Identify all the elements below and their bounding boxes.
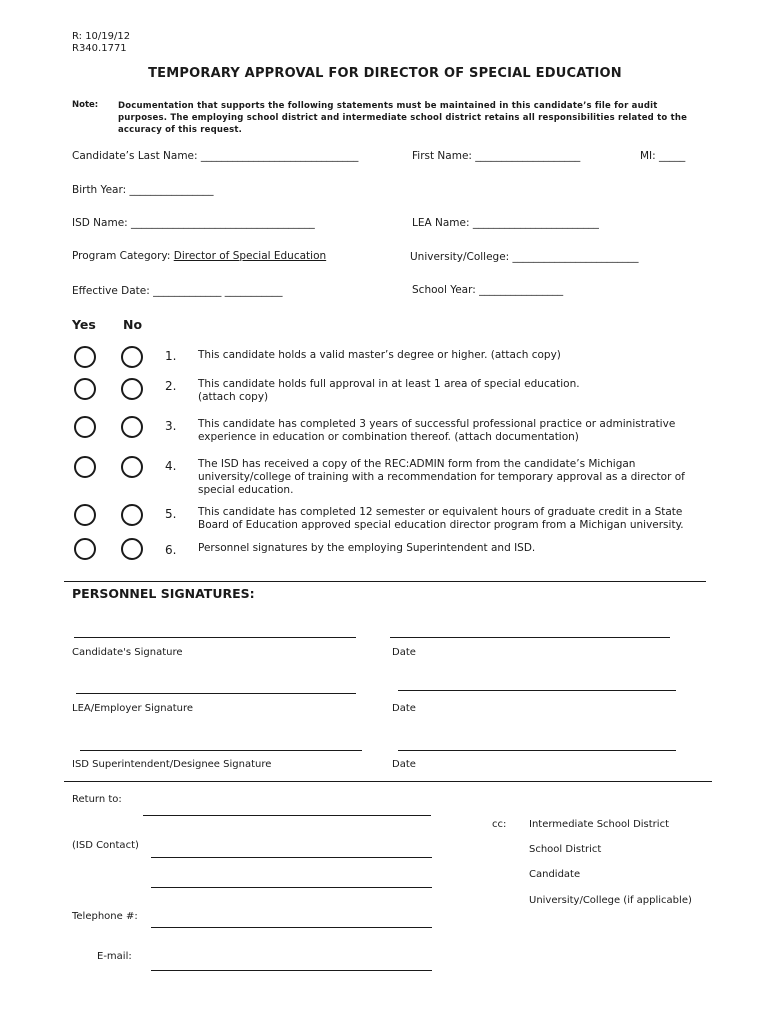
form-code: R340.1771	[72, 43, 127, 54]
isd-signature-line[interactable]	[80, 750, 362, 751]
first-name-field[interactable]: First Name: ____________________	[412, 150, 581, 162]
isd-date-line[interactable]	[398, 750, 676, 751]
yes-radio-6[interactable]	[74, 538, 96, 560]
no-radio-6[interactable]	[121, 538, 143, 560]
no-radio-5[interactable]	[121, 504, 143, 526]
no-radio-1[interactable]	[121, 346, 143, 368]
item-number-2: 2.	[165, 379, 177, 393]
item-number-4: 4.	[165, 459, 177, 473]
lea-date-line[interactable]	[398, 690, 676, 691]
yes-header: Yes	[72, 317, 96, 332]
cc-label: cc:	[492, 819, 507, 830]
lea-signature-line[interactable]	[76, 693, 356, 694]
isd-contact-label: (ISD Contact)	[72, 840, 139, 851]
item-text-6: Personnel signatures by the employing Superintendent and ISD.	[198, 542, 536, 554]
item-text-1: This candidate holds a valid master’s degree or higher. (attach copy)	[198, 349, 561, 361]
candidate-date-line[interactable]	[390, 637, 670, 638]
telephone-label: Telephone #:	[72, 911, 138, 922]
section-divider	[64, 581, 706, 582]
effective-date-field[interactable]: Effective Date: _____________ ___________	[72, 285, 283, 297]
signatures-section-title: PERSONNEL SIGNATURES:	[72, 586, 255, 601]
return-to-line[interactable]	[143, 815, 431, 816]
item-text-3: This candidate has completed 3 years of successful professional practice or administrative experience in education or combination thereof. (attach documentation)	[198, 418, 676, 443]
no-radio-2[interactable]	[121, 378, 143, 400]
program-category-field	[72, 250, 326, 262]
bottom-divider	[64, 781, 712, 782]
isd-contact-line-2[interactable]	[151, 887, 432, 888]
note-label: Note:	[72, 100, 99, 110]
school-year-field[interactable]: School Year: ________________	[412, 284, 564, 296]
birth-year-field[interactable]: Birth Year: ________________	[72, 184, 214, 196]
no-radio-4[interactable]	[121, 456, 143, 478]
email-label: E-mail:	[97, 951, 132, 962]
item-text-4: The ISD has received a copy of the REC:ADMIN form from the candidate’s Michigan university/college of training with a recommendation for temporary approval as a director of special education.	[198, 458, 685, 496]
note-text: Documentation that supports the following statements must be maintained in this candidate’s file for audit purposes. The employing school district and intermediate school district retains all responsibilities related to the accuracy of this request.	[118, 101, 688, 135]
isd-name-field[interactable]: ISD Name: ___________________________________	[72, 217, 315, 229]
university-field[interactable]: University/College: ________________________	[410, 251, 639, 263]
lea-signature-label: LEA/Employer Signature	[72, 703, 194, 714]
candidate-date-label: Date	[392, 647, 416, 658]
yes-radio-4[interactable]	[74, 456, 96, 478]
item-text-2: This candidate holds full approval in at least 1 area of special education. (attach copy)	[198, 378, 580, 403]
no-radio-3[interactable]	[121, 416, 143, 438]
item-number-1: 1.	[165, 349, 177, 363]
cc-item: University/College (if applicable)	[529, 895, 692, 906]
candidate-signature-line[interactable]	[74, 637, 356, 638]
page-title: TEMPORARY APPROVAL FOR DIRECTOR OF SPECIAL EDUCATION	[148, 66, 622, 81]
cc-item: Candidate	[529, 869, 581, 880]
item-number-3: 3.	[165, 419, 177, 433]
yes-radio-3[interactable]	[74, 416, 96, 438]
yes-radio-1[interactable]	[74, 346, 96, 368]
cc-item: School District	[529, 844, 602, 855]
no-header: No	[123, 317, 143, 332]
isd-date-label: Date	[392, 759, 416, 770]
candidate-signature-label: Candidate's Signature	[72, 647, 183, 658]
return-to-label: Return to:	[72, 794, 122, 805]
cc-item: Intermediate School District	[529, 819, 669, 830]
item-text-5: This candidate has completed 12 semester or equivalent hours of graduate credit in a State Board of Education approved special education director program from a Michigan university.	[198, 506, 684, 531]
mi-field[interactable]: MI: _____	[640, 150, 686, 162]
isd-signature-label: ISD Superintendent/Designee Signature	[72, 759, 272, 770]
yes-radio-5[interactable]	[74, 504, 96, 526]
program-category-value: Director of Special Education	[173, 250, 327, 262]
lea-date-label: Date	[392, 703, 416, 714]
isd-contact-line[interactable]	[151, 857, 432, 858]
yes-radio-2[interactable]	[74, 378, 96, 400]
item-number-6: 6.	[165, 543, 177, 557]
item-number-5: 5.	[165, 507, 177, 521]
program-category-label: Program Category:	[72, 250, 171, 262]
last-name-field[interactable]: Candidate’s Last Name: ______________________________	[72, 150, 359, 162]
lea-name-field[interactable]: LEA Name: ________________________	[412, 217, 599, 229]
revision-date: R: 10/19/12	[72, 31, 131, 42]
telephone-line[interactable]	[151, 927, 432, 928]
email-line[interactable]	[151, 970, 432, 971]
